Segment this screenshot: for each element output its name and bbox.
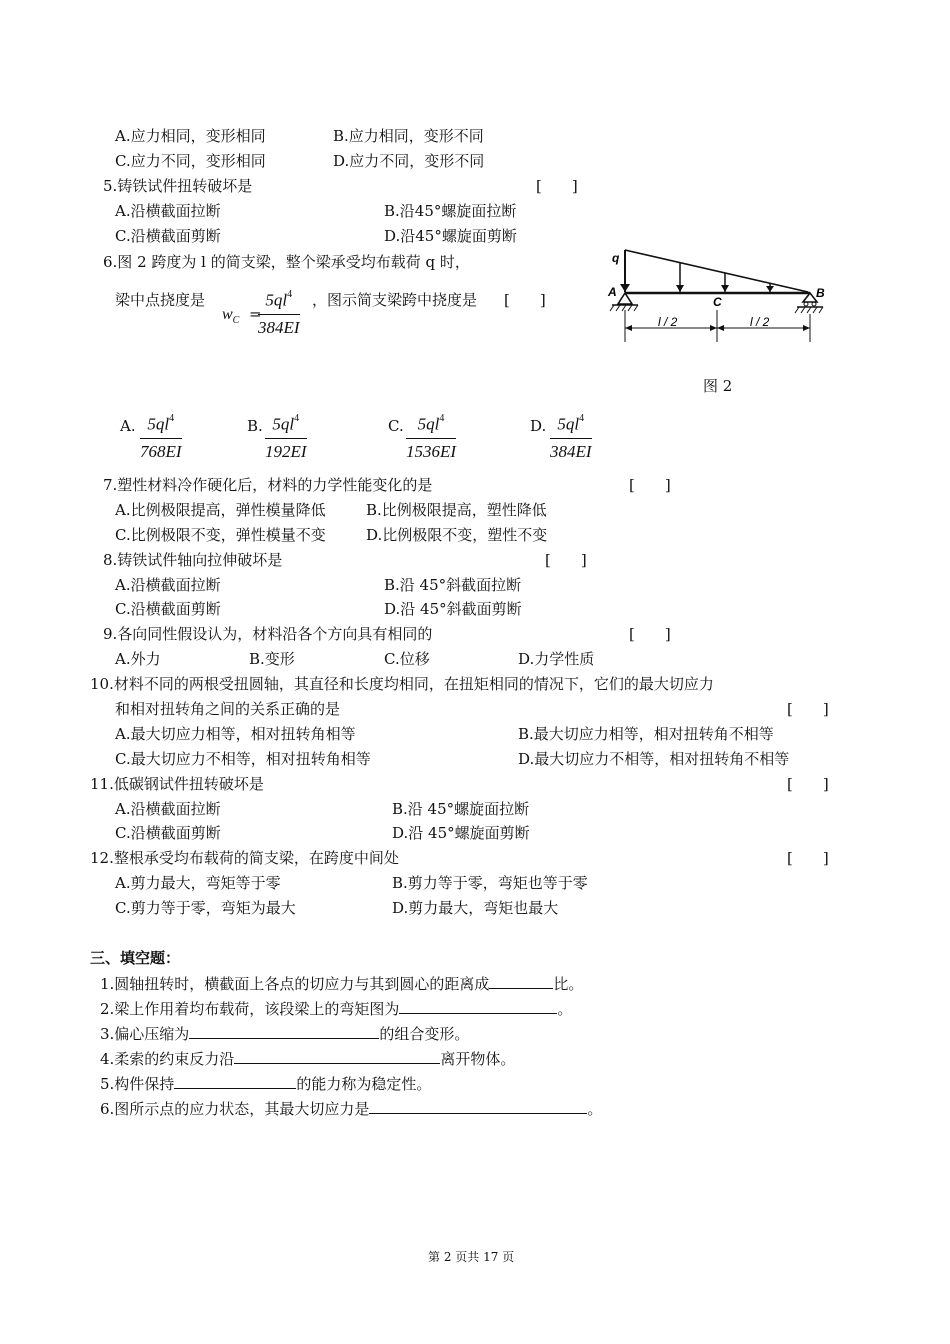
q8-option-b: B.沿 45°斜截面拉断 [384,576,522,594]
q6-option-b-fraction: $\frac{5ql^4}{192EI}$ [265,410,307,463]
q4-option-d: D.应力不同，变形不同 [333,152,485,170]
page-footer: 第 2 页共 17 页 [428,1250,515,1264]
q11-stem: 11.低碳钢试件扭转破坏是 [90,775,264,793]
q6-option-a-label: A. [120,417,136,435]
q10-option-d: D.最大切应力不相等，相对扭转角不相等 [518,750,790,768]
fill-item-3: 3.偏心压缩为 的组合变形。 [100,1025,470,1043]
q12-option-c: C.剪力等于零，弯矩为最大 [115,899,296,917]
q6-stem-line2: 梁中点挠度是 [115,291,206,309]
label-b: B [816,286,825,300]
q7-option-a: A.比例极限提高，弹性模量降低 [115,501,326,519]
q4-option-c: C.应力不同，变形相同 [115,152,266,170]
q11-answer-bracket: [ ] [787,775,829,793]
q9-option-d: D.力学性质 [518,650,595,668]
fill-item-2: 2.梁上作用着均布载荷，该段梁上的弯矩图为 。 [100,1000,573,1018]
wc-equals: = [249,305,262,323]
q6-option-c-label: C. [388,417,404,435]
q5-stem: 5.铸铁试件扭转破坏是 [103,177,253,195]
q6-option-c-fraction: $\frac{5ql^4}{1536EI}$ [406,410,456,463]
q7-option-d: D.比例极限不变，塑性不变 [366,526,548,544]
q6-option-d-fraction: $\frac{5ql^4}{384EI}$ [550,410,592,463]
q5-answer-bracket: [ ] [536,177,578,195]
fill-item-1: 1.圆轴扭转时，横截面上各点的切应力与其到圆心的距离成 比。 [100,975,584,993]
wc-fraction: $\frac{5ql^4}{384EI}$ [258,286,300,339]
q4-option-a: A.应力相同，变形相同 [115,127,266,145]
q6-option-a-fraction: $\frac{5ql^4}{768EI}$ [140,410,182,463]
q8-answer-bracket: [ ] [545,551,587,569]
q10-option-a: A.最大切应力相等，相对扭转角相等 [115,725,356,743]
q5-option-c: C.沿横截面剪断 [115,227,221,245]
figure-caption: 图 2 [703,377,733,395]
q8-option-a: A.沿横截面拉断 [115,576,221,594]
q11-option-d: D.沿 45°螺旋面剪断 [392,824,530,842]
q7-stem: 7.塑性材料冷作硬化后，材料的力学性能变化的是 [103,476,433,494]
fill-item-6: 6.图所示点的应力状态，其最大切应力是 。 [100,1100,603,1118]
q10-answer-bracket: [ ] [787,700,829,718]
q6-answer-bracket: [ ] [504,291,546,309]
q11-option-a: A.沿横截面拉断 [115,800,221,818]
q6-option-b-label: B. [247,417,263,435]
q12-option-d: D.剪力最大，弯矩也最大 [392,899,559,917]
q11-option-b: B.沿 45°螺旋面拉断 [392,800,530,818]
q10-stem-line1: 10.材料不同的两根受扭圆轴，其直径和长度均相同，在扭矩相同的情况下，它们的最大切应力 [90,675,714,693]
q4-option-b: B.应力相同，变形不同 [333,127,484,145]
q8-option-c: C.沿横截面剪断 [115,600,221,618]
label-half-span-2: l / 2 [750,315,770,329]
q5-option-d: D.沿45°螺旋面剪断 [384,227,517,245]
label-a: A [608,285,617,299]
q7-answer-bracket: [ ] [629,476,671,494]
q9-stem: 9.各向同性假设认为，材料沿各个方向具有相同的 [103,625,433,643]
beam-figure [600,244,840,350]
label-half-span-1: l / 2 [658,315,678,329]
q10-stem-line2: 和相对扭转角之间的关系正确的是 [115,700,341,718]
q6-stem-line1: 6.图 2 跨度为 l 的简支梁，整个梁承受均布载荷 q 时， [103,253,470,271]
label-c: C [713,295,722,309]
q9-option-a: A.外力 [115,650,161,668]
q11-option-c: C.沿横截面剪断 [115,824,221,842]
q10-option-b: B.最大切应力相等，相对扭转角不相等 [518,725,774,743]
q10-option-c: C.最大切应力不相等，相对扭转角相等 [115,750,371,768]
q9-answer-bracket: [ ] [629,625,671,643]
fill-blank-3[interactable] [189,1023,379,1039]
fill-blank-4[interactable] [234,1048,440,1064]
fill-item-5: 5.构件保持 的能力称为稳定性。 [100,1075,432,1093]
label-q: q [612,251,620,265]
fill-blank-2[interactable] [399,998,557,1014]
q9-option-c: C.位移 [384,650,430,668]
q12-option-a: A.剪力最大，弯矩等于零 [115,874,281,892]
q5-option-b: B.沿45°螺旋面拉断 [384,202,517,220]
q9-option-b: B.变形 [249,650,295,668]
q5-option-a: A.沿横截面拉断 [115,202,221,220]
fill-blank-6[interactable] [369,1098,587,1114]
q7-option-b: B.比例极限提高，塑性降低 [366,501,547,519]
section3-title: 三、填空题： [90,949,181,967]
fill-blank-1[interactable] [489,973,553,989]
fill-item-4: 4.柔索的约束反力沿 离开物体。 [100,1050,516,1068]
q6-stem-tail: ，图示简支梁跨中挠度是 [312,291,478,309]
q12-answer-bracket: [ ] [787,849,829,867]
q7-option-c: C.比例极限不变，弹性模量不变 [115,526,326,544]
fill-blank-5[interactable] [174,1073,296,1089]
q8-stem: 8.铸铁试件轴向拉伸破坏是 [103,551,283,569]
q12-stem: 12.整根承受均布载荷的简支梁，在跨度中间处 [90,849,399,867]
q6-option-d-label: D. [530,417,547,435]
q8-option-d: D.沿 45°斜截面剪断 [384,600,522,618]
wc-symbol: $w_C$ [222,306,240,327]
q12-option-b: B.剪力等于零，弯矩也等于零 [392,874,588,892]
